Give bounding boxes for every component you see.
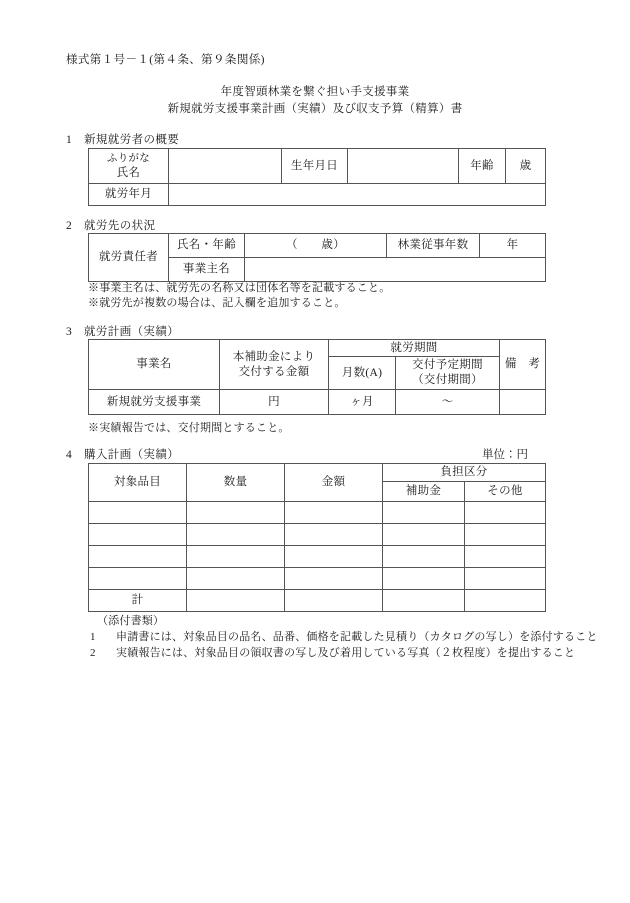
section-2-note-2: ※就労先が複数の場合は、記入欄を追加すること。 bbox=[88, 297, 346, 309]
table-row-total bbox=[89, 590, 546, 612]
months-cell[interactable]: ヶ月 bbox=[329, 390, 396, 415]
total-label-cell: 計 bbox=[89, 590, 187, 612]
section-2-heading bbox=[66, 217, 155, 233]
employer-name-value-cell[interactable] bbox=[245, 258, 546, 282]
quantity-header: 数量 bbox=[187, 464, 285, 502]
amount-cell[interactable] bbox=[285, 568, 383, 590]
unit-note: 単位：円 bbox=[482, 449, 528, 461]
table-row bbox=[89, 568, 546, 590]
purchase-plan-table bbox=[88, 463, 546, 612]
work-start-value-cell[interactable] bbox=[169, 184, 546, 206]
grant-period-header bbox=[396, 357, 500, 390]
quantity-cell[interactable] bbox=[187, 524, 285, 546]
item-header: 対象品目 bbox=[89, 464, 187, 502]
attachment-item-text: 申請書には、対象品目の品名、品番、価格を記載した見積り（カタログの写し）を添付すること bbox=[116, 631, 598, 643]
attachment-item-number: 1 bbox=[90, 631, 96, 643]
subsidy-cell[interactable] bbox=[383, 546, 465, 568]
amount-cell[interactable] bbox=[285, 502, 383, 524]
age-label-cell: 年齢 bbox=[459, 149, 506, 184]
table-row bbox=[89, 464, 546, 482]
grant-period-header-line2: （交付期間） bbox=[412, 374, 483, 386]
quantity-cell[interactable] bbox=[187, 502, 285, 524]
table-row bbox=[89, 502, 546, 524]
section-3-number: 3 bbox=[66, 326, 73, 338]
burden-division-header: 負担区分 bbox=[383, 464, 546, 482]
section-2-number: 2 bbox=[66, 220, 73, 232]
subsidy-header: 補助金 bbox=[383, 482, 465, 502]
grant-amount-header-line2: 交付する金額 bbox=[238, 365, 310, 378]
subsidy-cell[interactable] bbox=[383, 568, 465, 590]
other-header: その他 bbox=[465, 482, 546, 502]
table-row bbox=[89, 149, 546, 184]
other-cell[interactable] bbox=[465, 524, 546, 546]
section-4-number: 4 bbox=[66, 449, 73, 461]
section-4-heading bbox=[66, 446, 179, 462]
amount-header: 金額 bbox=[285, 464, 383, 502]
total-subsidy-cell[interactable] bbox=[383, 590, 465, 612]
other-cell[interactable] bbox=[465, 568, 546, 590]
subsidy-cell[interactable] bbox=[383, 502, 465, 524]
months-header: 月数(A) bbox=[329, 357, 396, 390]
other-cell[interactable] bbox=[465, 502, 546, 524]
table-row bbox=[89, 340, 546, 357]
work-plan-table bbox=[88, 339, 546, 415]
attachment-item-number: 2 bbox=[90, 647, 96, 659]
item-cell[interactable] bbox=[89, 524, 187, 546]
name-age-label-cell: 氏名・年齢 bbox=[169, 234, 245, 258]
section-4-title: 購入計画（実績） bbox=[84, 449, 180, 461]
grant-period-header-line1: 交付予定期間 bbox=[412, 359, 483, 371]
item-cell[interactable] bbox=[89, 546, 187, 568]
grant-amount-cell[interactable]: 円 bbox=[220, 390, 329, 415]
grant-period-cell[interactable]: 〜 bbox=[396, 390, 500, 415]
section-3-title: 就労計画（実績） bbox=[84, 326, 180, 338]
document-title-line1: 年度智頭林業を繋ぐ担い手支援事業 bbox=[220, 86, 410, 98]
item-cell[interactable] bbox=[89, 502, 187, 524]
attachment-item-text: 実績報告には、対象品目の領収書の写し及び着用している写真（２枚程度）を提出すること bbox=[116, 647, 576, 659]
employer-name-label-cell: 事業主名 bbox=[169, 258, 245, 282]
quantity-cell[interactable] bbox=[187, 568, 285, 590]
table-row bbox=[89, 546, 546, 568]
grant-amount-header-line1: 本補助金により bbox=[232, 350, 316, 363]
forestry-years-label-cell: 林業従事年数 bbox=[387, 234, 480, 258]
item-cell[interactable] bbox=[89, 568, 187, 590]
age-value-cell[interactable]: 歳 bbox=[506, 149, 546, 184]
section-1-number: 1 bbox=[66, 134, 73, 146]
grant-amount-header bbox=[220, 340, 329, 390]
work-start-label-cell: 就労年月 bbox=[89, 184, 169, 206]
table-row bbox=[89, 524, 546, 546]
total-other-cell[interactable] bbox=[465, 590, 546, 612]
section-2-title: 就労先の状況 bbox=[84, 220, 156, 232]
form-code: 様式第１号－１(第４条、第９条関係) bbox=[66, 54, 265, 66]
workplace-status-table bbox=[88, 233, 546, 282]
table-row bbox=[89, 390, 546, 415]
name-label: 氏名 bbox=[116, 167, 141, 179]
total-amount-cell[interactable] bbox=[285, 590, 383, 612]
subsidy-cell[interactable] bbox=[383, 524, 465, 546]
other-cell[interactable] bbox=[465, 546, 546, 568]
table-row bbox=[89, 184, 546, 206]
document-title bbox=[0, 84, 630, 118]
total-quantity-cell[interactable] bbox=[187, 590, 285, 612]
section-1-heading bbox=[66, 131, 179, 147]
project-name-cell: 新規就労支援事業 bbox=[89, 390, 220, 415]
name-value-cell[interactable] bbox=[169, 149, 282, 184]
section-1-title: 新規就労者の概要 bbox=[84, 134, 180, 146]
supervisor-label-cell: 就労責任者 bbox=[89, 234, 169, 282]
table-row bbox=[89, 234, 546, 258]
section-2-note-1: ※事業主名は、就労先の名称又は団体名等を記載すること。 bbox=[88, 282, 391, 294]
birthdate-label-cell: 生年月日 bbox=[282, 149, 348, 184]
new-worker-overview-table bbox=[88, 148, 546, 206]
amount-cell[interactable] bbox=[285, 546, 383, 568]
quantity-cell[interactable] bbox=[187, 546, 285, 568]
project-name-header: 事業名 bbox=[89, 340, 220, 390]
remarks-header: 備 考 bbox=[500, 340, 546, 390]
remarks-cell[interactable] bbox=[500, 390, 546, 415]
birthdate-value-cell[interactable] bbox=[348, 149, 459, 184]
name-age-value-cell[interactable]: （ 歳） bbox=[245, 234, 387, 258]
name-label-cell bbox=[89, 149, 169, 184]
amount-cell[interactable] bbox=[285, 524, 383, 546]
attachment-item bbox=[90, 645, 575, 661]
forestry-years-value-cell[interactable]: 年 bbox=[480, 234, 546, 258]
section-3-note: ※実績報告では、交付期間とすること。 bbox=[88, 422, 290, 434]
attachments-title: （添付書類） bbox=[97, 615, 165, 627]
furigana-label: ふりがな bbox=[106, 153, 151, 164]
document-title-line2: 新規就労支援事業計画（実績）及び収支予算（精算）書 bbox=[167, 103, 463, 115]
section-3-heading bbox=[66, 323, 179, 339]
work-period-header: 就労期間 bbox=[329, 340, 500, 357]
attachment-item bbox=[90, 629, 598, 645]
